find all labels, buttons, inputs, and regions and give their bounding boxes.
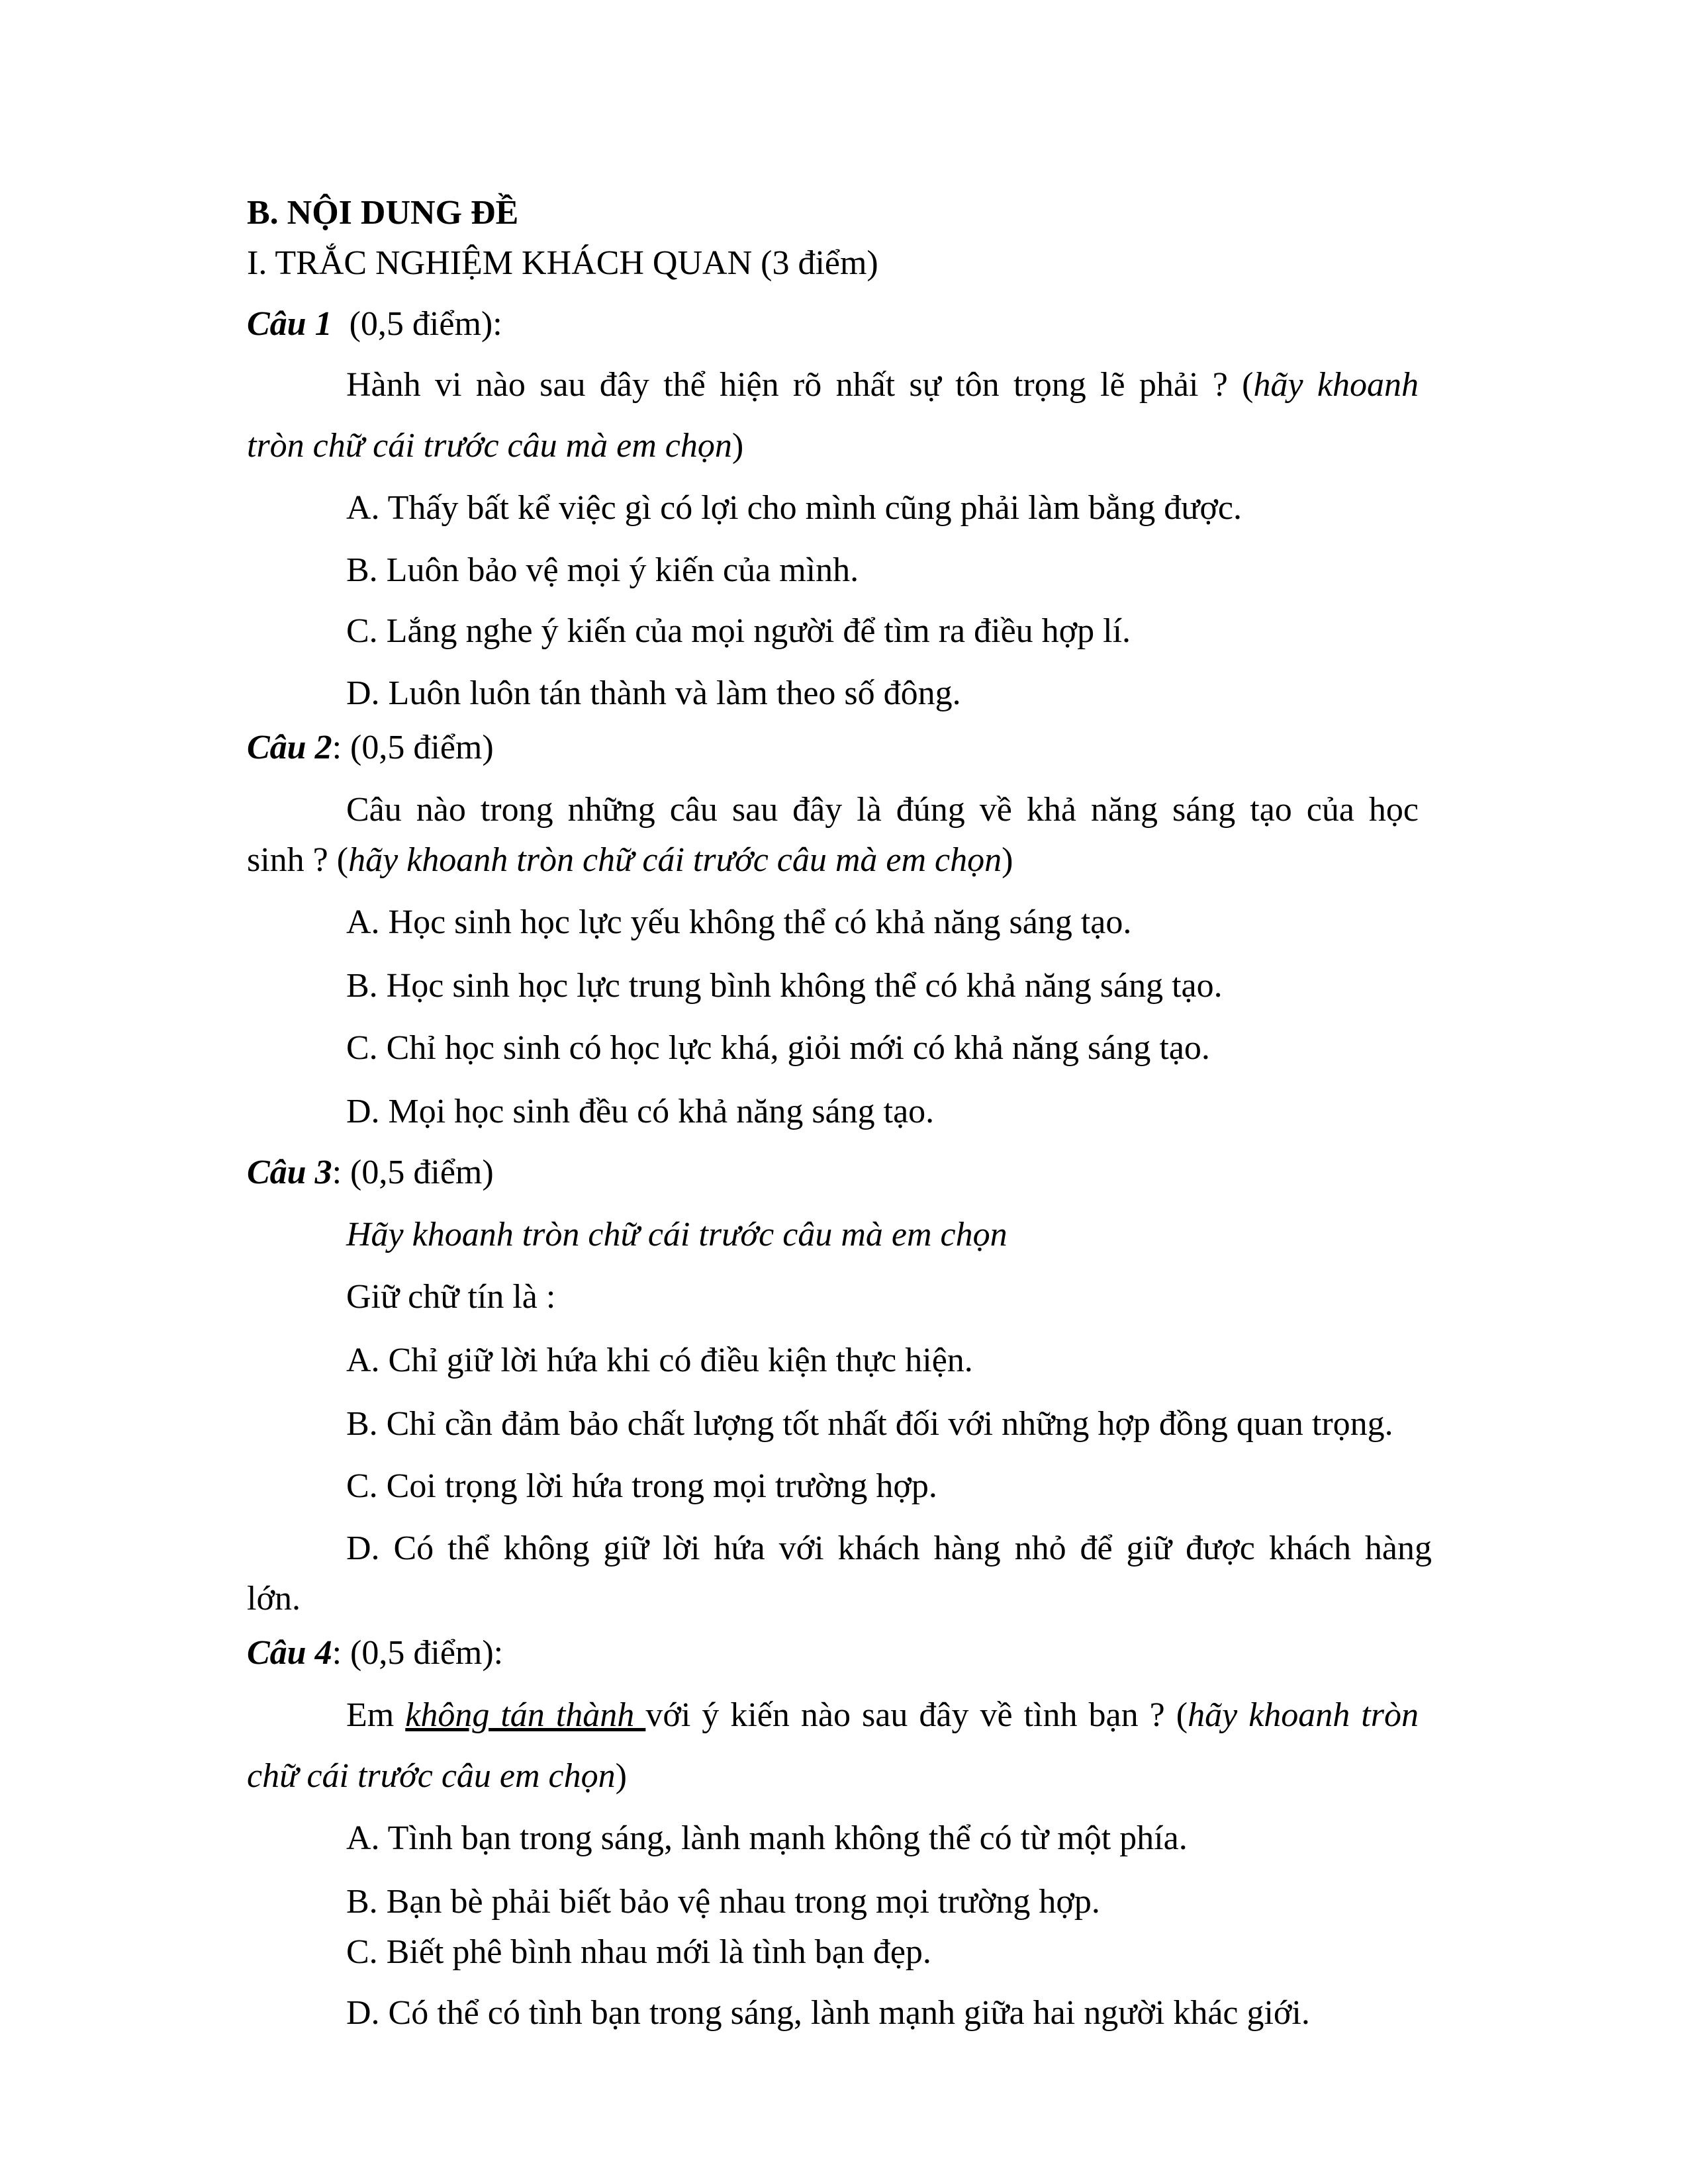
part-title: I. TRẮC NGHIỆM KHÁCH QUAN (3 điểm) — [247, 244, 878, 282]
question-3-option-d-continued: lớn. — [247, 1580, 301, 1617]
question-4-option-d: D. Có thể có tình bạn trong sáng, lành mạnh giữa hai người khác giới. — [346, 1994, 1310, 2032]
question-3-points: : (0,5 điểm) — [332, 1154, 494, 1191]
question-1-option-a: A. Thấy bất kể việc gì có lợi cho mình cũng phải làm bằng được. — [346, 489, 1242, 527]
question-1-option-d: D. Luôn luôn tán thành và làm theo số đông. — [346, 674, 961, 712]
question-2-points: : (0,5 điểm) — [332, 729, 494, 766]
question-1-points: (0,5 điểm): — [349, 305, 502, 343]
question-3-header — [247, 1152, 494, 1194]
question-4-stem-line-2: chữ cái trước câu em chọn) — [247, 1757, 627, 1795]
question-3-option-b: B. Chỉ cần đảm bảo chất lượng tốt nhất đối với những hợp đồng quan trọng. — [346, 1405, 1393, 1443]
question-4-stem-line-1: Em không tán thành với ý kiến nào sau đây về tình bạn ? (hãy khoanh tròn — [346, 1696, 1419, 1734]
question-3-instruction: Hãy khoanh tròn chữ cái trước câu mà em chọn — [346, 1216, 1008, 1253]
question-3-option-c: C. Coi trọng lời hứa trong mọi trường hợp. — [346, 1467, 937, 1505]
question-2-stem-line-1: Câu nào trong những câu sau đây là đúng về khả năng sáng tạo của học — [346, 791, 1419, 829]
section-title: B. NỘI DUNG ĐỀ — [247, 194, 519, 232]
question-4-points: : (0,5 điểm): — [332, 1634, 504, 1672]
question-4-header — [247, 1632, 503, 1674]
question-1-stem-line-1: Hành vi nào sau đây thể hiện rõ nhất sự tôn trọng lẽ phải ? (hãy khoanh — [346, 366, 1419, 404]
question-2-stem-line-2: sinh ? (hãy khoanh tròn chữ cái trước câu mà em chọn) — [247, 841, 1013, 879]
question-4-emphasis: không tán thành — [405, 1696, 646, 1734]
question-2-header — [247, 727, 494, 769]
question-1-header — [247, 303, 502, 345]
question-1-label: Câu 1 — [247, 305, 332, 343]
question-1-stem-line-2: tròn chữ cái trước câu mà em chọn) — [247, 427, 744, 465]
question-2-option-b: B. Học sinh học lực trung bình không thể có khả năng sáng tạo. — [346, 967, 1223, 1005]
question-4-option-a: A. Tình bạn trong sáng, lành mạnh không thể có từ một phía. — [346, 1819, 1188, 1857]
question-3-option-d: D. Có thể không giữ lời hứa với khách hàng nhỏ để giữ được khách hàng — [346, 1529, 1432, 1567]
question-1-option-c: C. Lắng nghe ý kiến của mọi người để tìm ra điều hợp lí. — [346, 612, 1131, 650]
question-3-label: Câu 3 — [247, 1154, 332, 1191]
question-4-label: Câu 4 — [247, 1634, 332, 1672]
question-1-option-b: B. Luôn bảo vệ mọi ý kiến của mình. — [346, 551, 859, 589]
question-3-stem: Giữ chữ tín là : — [346, 1278, 556, 1316]
question-2-label: Câu 2 — [247, 729, 332, 766]
question-4-option-b: B. Bạn bè phải biết bảo vệ nhau trong mọi trường hợp. — [346, 1883, 1100, 1921]
question-4-option-c: C. Biết phê bình nhau mới là tình bạn đẹp. — [346, 1933, 931, 1971]
question-2-option-a: A. Học sinh học lực yếu không thể có khả năng sáng tạo. — [346, 903, 1132, 941]
question-2-option-d: D. Mọi học sinh đều có khả năng sáng tạo. — [346, 1093, 935, 1130]
question-3-option-a: A. Chỉ giữ lời hứa khi có điều kiện thực hiện. — [346, 1342, 973, 1379]
question-2-option-c: C. Chỉ học sinh có học lực khá, giỏi mới có khả năng sáng tạo. — [346, 1029, 1210, 1067]
